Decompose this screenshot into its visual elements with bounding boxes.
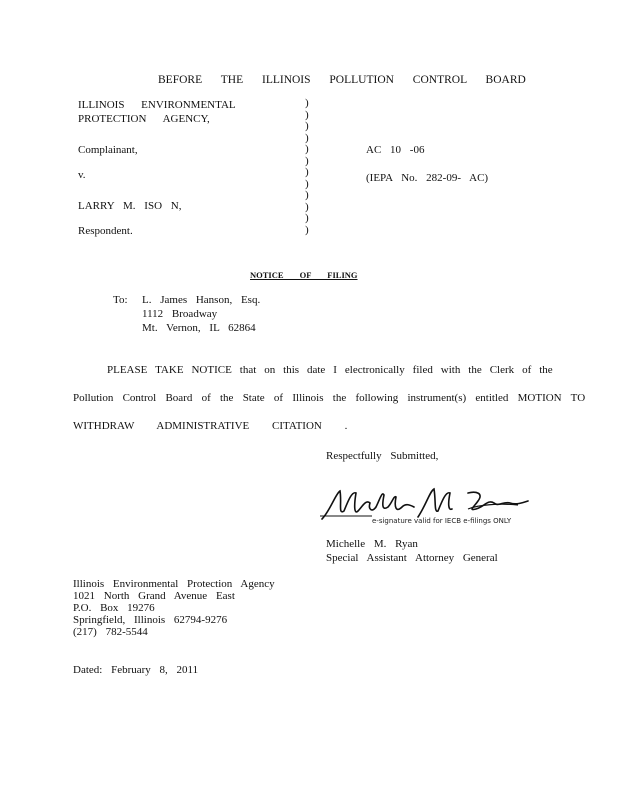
- respondent-role: Respondent.: [78, 225, 133, 237]
- body-line-1: PLEASE TAKE NOTICE that on this date I electronically filed with the Clerk of the: [107, 364, 553, 376]
- agency-phone: (217) 782-5544: [73, 626, 148, 638]
- paren: ): [305, 189, 309, 201]
- document-heading: BEFORE THE ILLINOIS POLLUTION CONTROL BOARD: [158, 74, 526, 86]
- iepa-number: (IEPA No. 282-09- AC): [366, 172, 489, 184]
- complainant-name-line1: ILLINOIS ENVIRONMENTAL: [78, 99, 236, 111]
- agency-address-line4: Springfield, Illinois 62794-9276: [73, 614, 228, 626]
- paren: ): [305, 212, 309, 224]
- paren: ): [305, 166, 309, 178]
- closing: Respectfully Submitted,: [326, 450, 439, 462]
- addressee-city: Mt. Vernon, IL 62864: [142, 322, 256, 334]
- to-label: To:: [113, 294, 128, 306]
- paren: ): [305, 200, 309, 213]
- case-number: AC 10 -06: [366, 144, 425, 156]
- caption-parentheses: [305, 98, 309, 236]
- signer-name: Michelle M. Ryan: [326, 538, 418, 550]
- esignature-note: e-signature valid for IECB e-filings ONLY: [372, 517, 512, 525]
- paren: ): [305, 223, 309, 236]
- body-line-2: Pollution Control Board of the State of Illinois the following instrument(s) entitled MOTION TO: [73, 392, 586, 404]
- addressee-name: L. James Hanson, Esq.: [142, 294, 261, 306]
- versus-label: v.: [78, 169, 86, 181]
- agency-address-line3: P.O. Box 19276: [73, 602, 155, 614]
- addressee-street: 1112 Broadway: [142, 308, 218, 320]
- dated-line: Dated: February 8, 2011: [73, 664, 199, 676]
- signer-title: Special Assistant Attorney General: [326, 552, 498, 564]
- complainant-name-line2: PROTECTION AGENCY,: [78, 113, 210, 125]
- complainant-role: Complainant,: [78, 144, 138, 156]
- agency-address-line1: Illinois Environmental Protection Agency: [73, 578, 275, 590]
- paren: ): [305, 120, 309, 132]
- paren: ): [305, 97, 309, 109]
- paren: ): [305, 143, 309, 155]
- paren: ): [305, 108, 309, 121]
- paren: ): [305, 154, 309, 167]
- agency-address-line2: 1021 North Grand Avenue East: [73, 590, 235, 602]
- body-line-3: WITHDRAW ADMINISTRATIVE CITATION .: [73, 420, 348, 432]
- respondent-name: LARRY M. ISO N,: [78, 200, 182, 212]
- paren: ): [305, 177, 309, 190]
- notice-of-filing-title: NOTICE OF FILING: [250, 270, 358, 280]
- paren: ): [305, 131, 309, 144]
